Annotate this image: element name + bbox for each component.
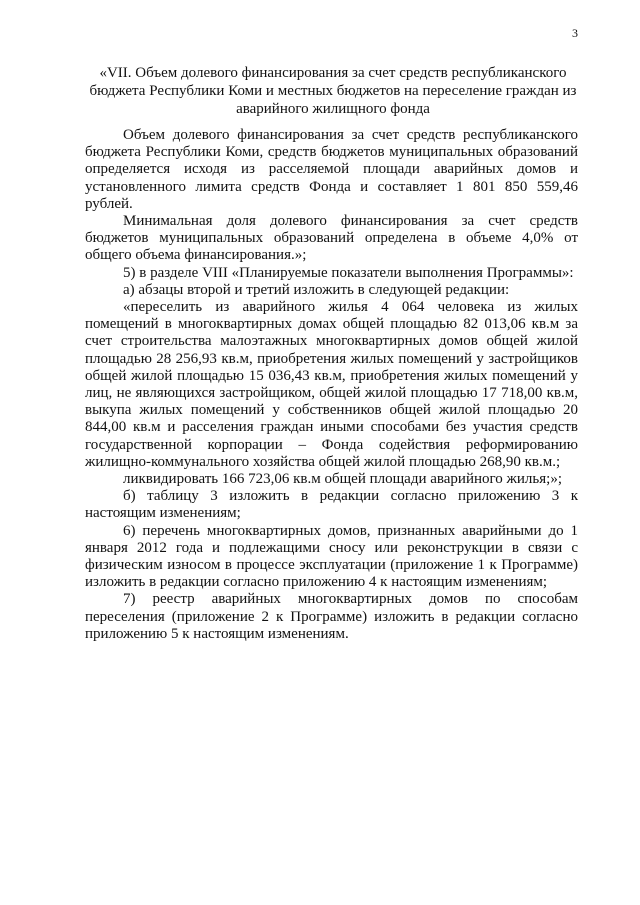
- document-body: [85, 127, 578, 643]
- page-number: 3: [572, 26, 578, 40]
- paragraph-item-7: 7) реестр аварийных многоквартирных домов по способам переселения (приложение 2 к Программе) изложить в редакции согласно приложению 5 к настоящим изменениям.: [85, 591, 578, 642]
- paragraph-financing-volume: Объем долевого финансирования за счет средств республиканского бюджета Республики Коми, средств бюджетов муниципальных образований определяется исходя из расселяемой площади аварийных домов и установленного лимита средств Фонда и составляет 1 801 850 559,46 рублей.: [85, 127, 578, 212]
- paragraph-item-a: а) абзацы второй и третий изложить в следующей редакции:: [123, 281, 510, 298]
- paragraph-item-6: 6) перечень многоквартирных домов, признанных аварийными до 1 января 2012 года и подлежащими сносу или реконструкции в связи с физическим износом в процессе эксплуатации (приложение 1 к Программе) изложить в редакции согласно приложению 4 к настоящим изменениям;: [85, 522, 578, 591]
- paragraph-section-viii: 5) в разделе VIII «Планируемые показатели выполнения Программы»:: [123, 264, 574, 281]
- paragraph-item-b: б) таблицу 3 изложить в редакции согласно приложению 3 к настоящим изменениям;: [85, 488, 578, 522]
- section-heading: «VII. Объем долевого финансирования за счет средств республиканского бюджета Республики Коми и местных бюджетов на переселение граждан из аварийного жилищного фонда: [89, 65, 577, 117]
- paragraph-resettlement-indicators: «переселить из аварийного жилья 4 064 человека из жилых помещений в многоквартирных домах общей площадью 82 013,06 кв.м за счет строительства малоэтажных многоквартирных домов общей жилой площадью 28 256,93 кв.м, приобретения жилых помещений у застройщиков общей жилой площадью 15 036,43 кв.м, приобретения жилых помещений у лиц, не являющихся застройщиком, общей жилой площадью 17 718,00 кв.м, выкупа жилых помещений у собственников общей жилой площадью 20 844,00 кв.м и расселения граждан иными способами без участия средств государственной корпорации – Фонда содействия реформированию жилищно-коммунального хозяйства общей жилой площадью 268,90 кв.м.;: [85, 299, 578, 470]
- paragraph-minimum-share: Минимальная доля долевого финансирования за счет средств бюджетов муниципальных образований определена в объеме 4,0% от общего объема финансирования.»;: [85, 213, 578, 264]
- paragraph-liquidation: ликвидировать 166 723,06 кв.м общей площади аварийного жилья;»;: [123, 471, 562, 488]
